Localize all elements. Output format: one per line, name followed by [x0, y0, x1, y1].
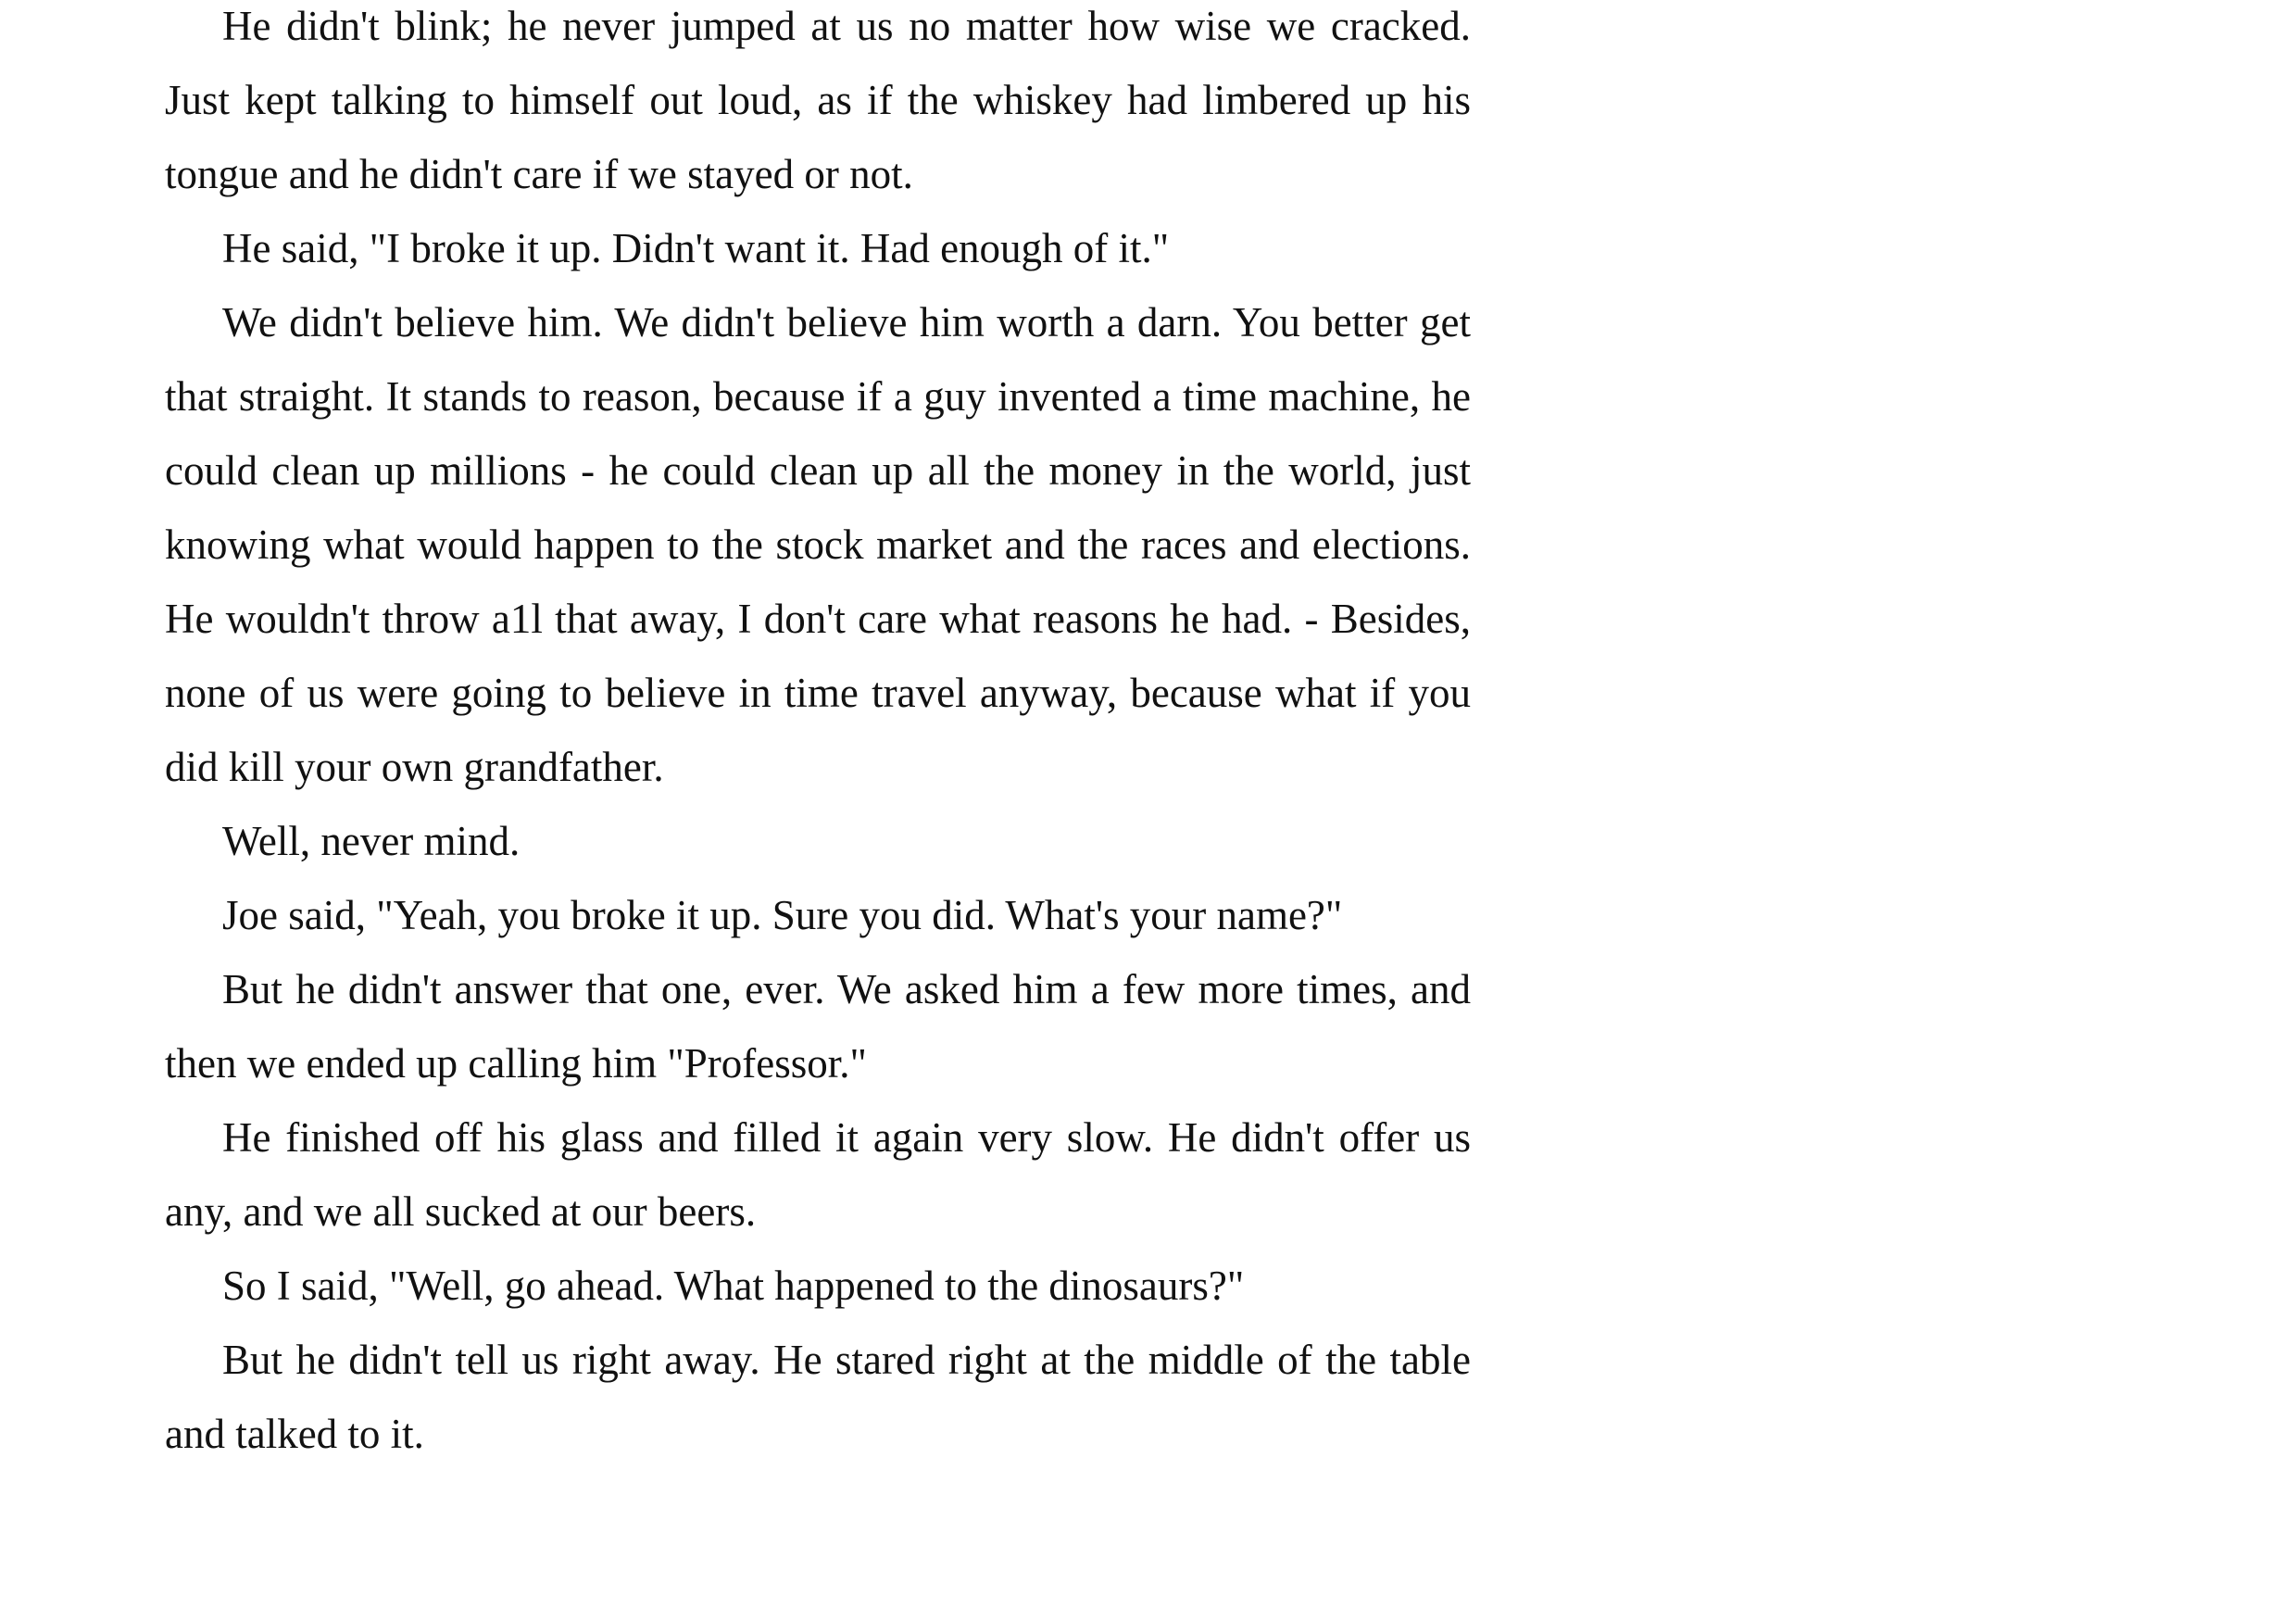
paragraph-5: Joe said, "Yeah, you broke it up. Sure you did. What's your name?": [222, 892, 1343, 938]
paragraph-1: He didn't blink; he never jumped at us no matter how wise we cracked. Just kept talking to himself out loud, as if the whiskey had limbered up his tongue and he didn't care if we stayed or not.: [165, 3, 1471, 197]
paragraph-9: But he didn't tell us right away. He stared right at the middle of the table and talked to it.: [165, 1337, 1471, 1457]
paragraph-4: Well, never mind.: [222, 818, 521, 864]
paragraph-2: He said, "I broke it up. Didn't want it. Had enough of it.": [222, 225, 1170, 271]
paragraph-7: He finished off his glass and filled it again very slow. He didn't offer us any, and we all sucked at our beers.: [165, 1114, 1471, 1235]
paragraph-6: But he didn't answer that one, ever. We asked him a few more times, and then we ended up calling him "Professor.": [165, 966, 1471, 1087]
paragraph-3: We didn't believe him. We didn't believe him worth a darn. You better get that straight. It stands to reason, because if a guy invented a time machine, he could clean up millions - he could clean up all the money in the world, just knowing what would happen to the stock market and the races and elections. He wouldn't throw a1l that away, I don't care what reasons he had. - Besides, none of us were going to believe in time travel anyway, because what if you did kill your own grandfather.: [165, 299, 1471, 790]
paragraph-8: So I said, "Well, go ahead. What happened to the dinosaurs?": [222, 1263, 1245, 1309]
document-page: [165, 0, 1471, 1471]
